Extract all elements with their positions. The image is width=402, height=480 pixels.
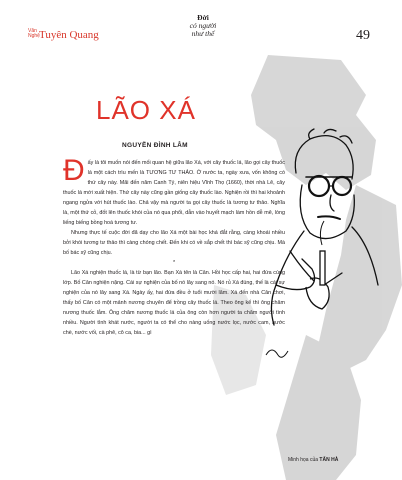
paragraph-3: Lão Xá nghiện thuốc lá, là từ bạn lão. Bạn Xá tên là Cân. Hồi học cấp hai, hai đứa cùng lớp. Bố Cân nghiện nặng. Cái sự nghiện của bố nó lây sang nó. Nó rủ Xá đúng, thế là cái sự nghiện của nó lây sang Xá. Ngày ấy, hai đứa đều ở tuổi mười lăm. Xá đến nhà Cân chơi, thấy bố Cân có một mảnh nương chuyên để trồng cây thuốc lá. Theo ông kể thì ông chăm nương thuốc lắm. Ông chăm nương thuốc lá của ông còn hơn người ta chăm người tình nhiều. Người tình khát nước, người ta có thể cho nàng uống nước lọc, nước cam, nước chè, nước vối, cà phê, cô ca, bia... gì (63, 270, 285, 336)
section-separator: * (172, 260, 176, 266)
column-name (183, 14, 223, 38)
article-title: LÃO XÁ (96, 95, 196, 125)
article-body (63, 154, 285, 338)
column-name-line-3: như thế (191, 29, 215, 38)
hand-with-cigarette (306, 221, 329, 309)
drop-cap: Đ (63, 154, 85, 187)
article-author: NGUYỄN ĐÌNH LÂM (122, 142, 188, 149)
paragraph-1: ấy là tôi muốn nói đến mối quan hệ giữa lão Xá, với cây thuốc lá, lão gọi cây thuốc lá một cách trìu mến là TƯƠNG TƯ THẢO. Ở nước ta, ngày xưa, vốn không có thứ cây này. Mãi đến năm Canh Tý, niên hiệu Vĩnh Thọ (1660), thời nhà Lê, cây thuốc lá mới xuất hiện. Thứ cây này cũng gần giống cây thuốc lào. Nghiện rồi thì hai khoảnh ngang ngửa với hút thuốc lào. Chả vậy mà người ta gọi cây thuốc là tương tư thảo. Nghĩa là, một thứ cỏ, đốt lên thuốc khói của nó qua phổi, dẫn vào huyết mạch làm hồn dễ mê, lòng liếng biếng bồng hoá tương tư. (63, 160, 285, 226)
illustration-credit (288, 457, 338, 463)
masthead-small-text: Văn Nghệ (28, 28, 40, 39)
illustration-credit-prefix: Minh họa của (288, 457, 320, 463)
paragraph-2: Nhưng thực tế cuộc đời đã dạy cho lão Xá một bài học khá đắt rằng, càng khoái nhiều bởi khói tương tư thảo thì càng chóng chết. Đến khi có về sắp chết thì bác sỹ cũng chịu. Mà bố bác sỹ cũng chịu. (63, 230, 285, 256)
column-name-line-1: Đời (197, 13, 209, 22)
column-name-line-2: có người (189, 21, 217, 30)
illustrator-name: TẤN HÀ (319, 457, 339, 463)
portrait-signature (266, 350, 288, 357)
page-number: 49 (356, 28, 370, 43)
masthead-title: Tuyên Quang (39, 29, 99, 41)
